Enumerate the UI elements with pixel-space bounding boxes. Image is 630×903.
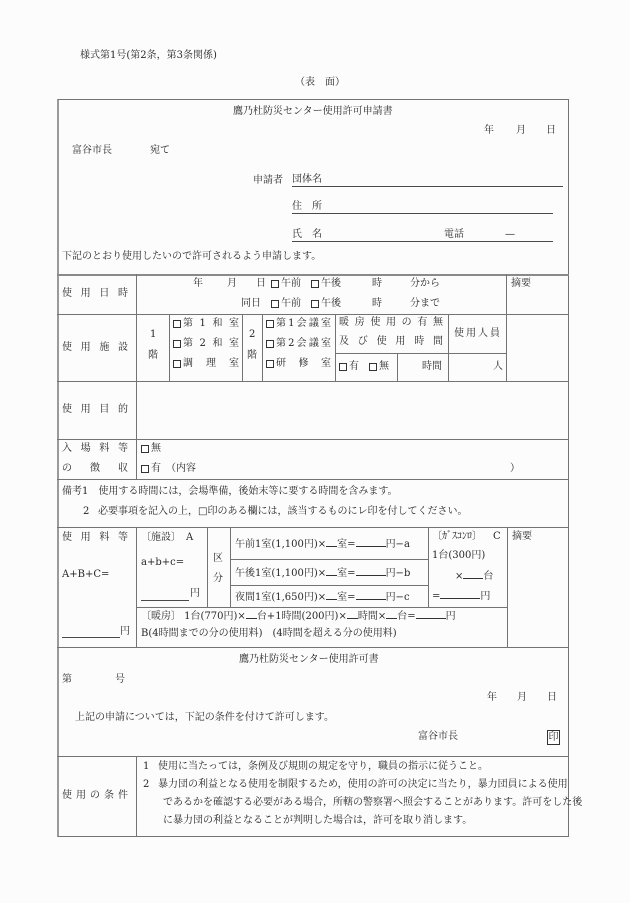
- grid-line: [230, 527, 231, 607]
- heating-fee-p1: 〔暖房〕 1台(770円)×: [141, 611, 246, 622]
- rate-row-night: [235, 590, 410, 604]
- note-2: 必要事項を記入の上，□印のある欄には，該当するものにレ印を付してください。: [98, 506, 468, 517]
- checkbox-start-am[interactable]: [271, 280, 279, 288]
- admission-label-line1: 入場料等: [62, 443, 128, 454]
- end-minute-label: 分まで: [410, 298, 440, 309]
- heating-header-line1: 暖房使用の有無: [339, 317, 443, 328]
- rooms-blank[interactable]: [326, 537, 337, 547]
- gas-total-unit: 円: [480, 591, 491, 602]
- grid-line: [230, 559, 428, 560]
- grid-line: [136, 274, 137, 479]
- start-day-label: 日: [256, 278, 266, 289]
- note-2-number: 2: [83, 506, 90, 517]
- floor1-number: 1: [150, 329, 157, 340]
- rooms-blank[interactable]: [326, 566, 337, 576]
- name-label: 氏 名: [292, 229, 322, 240]
- amount-blank[interactable]: [356, 590, 386, 600]
- permit-issuer: 富谷市長: [418, 731, 458, 742]
- grid-line: [57, 274, 569, 276]
- group-name-field[interactable]: [292, 186, 563, 187]
- fees-remarks-label: 摘要: [512, 531, 532, 542]
- facility-fee-header: 〔施設〕 A: [141, 532, 194, 543]
- rate-row-morning: [235, 537, 410, 551]
- grid-line: [57, 381, 569, 382]
- rate-suffix: 円−a: [385, 539, 410, 550]
- grid-line: [169, 314, 170, 381]
- usage-datetime-label: 使用日時: [62, 288, 128, 299]
- room-washitsu-1-label: 第1和室: [183, 318, 239, 329]
- checkbox-admission-some[interactable]: [141, 465, 149, 473]
- room-cooking-label: 調理室: [183, 358, 239, 369]
- checkbox-heating-yes[interactable]: [339, 363, 347, 371]
- attendees-label: 使用人員: [454, 328, 500, 339]
- purpose-field[interactable]: [138, 383, 567, 438]
- grid-line: [448, 314, 449, 381]
- checkbox-room-training[interactable]: [266, 360, 274, 368]
- permit-date-year: 年: [487, 692, 497, 703]
- seal-box: 印: [548, 732, 559, 743]
- heating-units-blank[interactable]: [246, 609, 257, 619]
- applicant-label: 申請者: [253, 175, 283, 186]
- rate-prefix: 夜間1室(1,650円)×: [235, 592, 327, 603]
- grid-line: [57, 527, 569, 528]
- datetime-remarks-label: 摘要: [511, 278, 531, 289]
- gas-stove-total: [432, 589, 490, 603]
- gas-stove-qty: [455, 569, 493, 583]
- rate-row-afternoon: [235, 566, 410, 580]
- grid-line: [136, 527, 137, 647]
- grid-line: [262, 314, 263, 381]
- gas-stove-rate: 1台(300円): [432, 550, 486, 561]
- grid-line: [57, 314, 569, 315]
- address-field[interactable]: [292, 213, 553, 214]
- heating-fee-p5: 円: [445, 611, 456, 622]
- rate-prefix: 午後1室(1,100円)×: [235, 568, 327, 579]
- checkbox-end-am[interactable]: [271, 300, 279, 308]
- start-pm-label: 午後: [321, 278, 341, 289]
- fees-remarks-field[interactable]: [508, 545, 568, 646]
- gas-qty-unit: 台: [483, 571, 494, 582]
- application-title: 鷹乃杜防災センター使用許可申請書: [233, 106, 393, 117]
- floor1-suffix: 階: [148, 350, 158, 361]
- admission-some-label: 有 （内容: [151, 463, 196, 474]
- phone-label: 電話: [444, 229, 464, 240]
- checkbox-start-pm[interactable]: [311, 280, 319, 288]
- condition-2-text-line2: であるかを確認する必要がある場合，所轄の警察署へ照会することがあります。許可をした後: [163, 797, 583, 808]
- date-month-label: 月: [516, 125, 526, 136]
- start-hour-label: 時: [372, 278, 382, 289]
- grid-line: [57, 756, 569, 757]
- address-label: 住 所: [292, 201, 322, 212]
- heating-no-label: 無: [379, 361, 389, 372]
- permit-statement: 上記の申請については，下記の条件を付けて許可します。: [75, 712, 334, 723]
- rate-suffix: 円−b: [385, 568, 411, 579]
- heating-amount-blank[interactable]: [416, 609, 446, 619]
- heating-fee-p3: 時間×: [357, 611, 387, 622]
- facilities-label: 使用施設: [62, 342, 128, 353]
- floor2-suffix: 階: [247, 350, 257, 361]
- checkbox-room-washitsu-2[interactable]: [173, 340, 181, 348]
- checkbox-room-cooking[interactable]: [173, 360, 181, 368]
- side-label: （表 面）: [295, 77, 345, 88]
- condition-2-number: 2: [143, 779, 150, 790]
- heating-header-line2: 及び使用時間: [339, 336, 443, 347]
- addressee: 富谷市長: [72, 145, 112, 156]
- group-name-label: 団体名: [292, 174, 322, 185]
- grid-line: [57, 439, 569, 440]
- checkbox-room-washitsu-1[interactable]: [173, 320, 181, 328]
- heating-yes-label: 有: [349, 361, 359, 372]
- date-year-label: 年: [484, 125, 494, 136]
- permit-date-day: 日: [547, 692, 557, 703]
- rate-mid: 室=: [337, 568, 356, 579]
- room-training-label: 研修室: [276, 358, 331, 369]
- rate-mid: 室=: [337, 592, 356, 603]
- fees-total-field[interactable]: [62, 637, 120, 638]
- admission-label-line2: の徴収: [62, 463, 128, 474]
- rate-suffix: 円−c: [385, 592, 410, 603]
- grid-line: [136, 756, 137, 837]
- gas-qty-blank[interactable]: [463, 569, 483, 579]
- attendees-unit: 人: [493, 361, 503, 372]
- rate-prefix: 午前1室(1,100円)×: [235, 539, 327, 550]
- permit-number-prefix: 第: [62, 674, 72, 685]
- conditions-label: 使用の条件: [62, 790, 128, 801]
- fees-total-unit: 円: [120, 626, 130, 637]
- grid-line: [428, 527, 429, 607]
- grid-line: [335, 314, 336, 381]
- heating-fee-note: B(4時間までの分の使用料) (4時間を超える分の使用料): [141, 628, 397, 639]
- heating-hours-blank[interactable]: [347, 609, 358, 619]
- checkbox-admission-none[interactable]: [141, 445, 149, 453]
- permit-number-suffix: 号: [115, 674, 125, 685]
- admission-close-paren: ）: [510, 463, 520, 474]
- condition-1-number: 1: [143, 761, 150, 772]
- rooms-blank[interactable]: [326, 590, 337, 600]
- gas-total-blank[interactable]: [440, 589, 480, 599]
- gas-stove-code: C: [493, 531, 501, 542]
- grid-line: [57, 647, 569, 648]
- checkbox-room-meeting-2[interactable]: [266, 340, 274, 348]
- same-day-label: 同日: [241, 298, 261, 309]
- condition-1-text: 使用に当たっては，条例及び規則の規定を守り，職員の指示に従うこと。: [158, 761, 488, 772]
- purpose-label: 使用目的: [62, 404, 128, 415]
- phone-dash: —: [505, 229, 515, 240]
- start-month-label: 月: [227, 278, 237, 289]
- fees-total-formula: A+B+C=: [62, 569, 110, 580]
- division-label-2: 分: [213, 573, 223, 584]
- gas-stove-header: 〔ｶﾞｽｺﾝﾛ〕: [432, 531, 482, 542]
- permit-date-month: 月: [517, 692, 527, 703]
- checkbox-room-meeting-1[interactable]: [266, 320, 274, 328]
- addressee-suffix: 宛て: [150, 145, 170, 156]
- condition-2-text-line3: に暴力団の利益となることが判明した場合は，許可を取り消します。: [163, 815, 473, 826]
- fees-label: 使用料等: [62, 532, 128, 543]
- gas-total-prefix: =: [432, 591, 441, 602]
- permit-title: 鷹乃杜防災センター使用許可書: [239, 654, 379, 665]
- datetime-remarks-field[interactable]: [507, 292, 568, 380]
- date-day-label: 日: [546, 125, 556, 136]
- facility-fee-unit: 円: [190, 588, 200, 599]
- checkbox-heating-no[interactable]: [369, 363, 377, 371]
- grid-line: [230, 585, 428, 586]
- amount-blank[interactable]: [356, 566, 386, 576]
- note-1: 備考1 使用する時間には，会場準備，後始末等に要する時間を含みます。: [62, 486, 398, 497]
- room-washitsu-2-label: 第2和室: [183, 338, 239, 349]
- heating-units2-blank[interactable]: [386, 609, 397, 619]
- heating-fee-p4: 台=: [397, 611, 416, 622]
- amount-blank[interactable]: [356, 537, 386, 547]
- start-minute-label: 分から: [410, 278, 440, 289]
- end-am-label: 午前: [281, 298, 301, 309]
- heating-fee-p2: 台+1時間(200円)×: [256, 611, 347, 622]
- start-year-label: 年: [193, 278, 203, 289]
- grid-line: [57, 479, 569, 480]
- condition-2-text-line1: 暴力団の利益となる使用を制限するため，使用の許可の決定に当たり，暴力団員による使用: [158, 779, 568, 790]
- admission-none-label: 無: [151, 443, 161, 454]
- room-meeting-2-label: 第2会議室: [276, 338, 331, 349]
- start-am-label: 午前: [281, 278, 301, 289]
- end-hour-label: 時: [372, 298, 382, 309]
- form-number: 様式第1号(第2条，第3条関係): [80, 50, 217, 61]
- facility-fee-field[interactable]: [141, 600, 189, 601]
- end-pm-label: 午後: [321, 298, 341, 309]
- gas-qty-prefix: ×: [455, 571, 464, 582]
- name-phone-field[interactable]: [292, 241, 553, 242]
- grid-line: [335, 353, 506, 354]
- application-statement: 下記のとおり使用したいので許可されるよう申請します。: [62, 251, 322, 262]
- grid-line: [242, 314, 243, 381]
- heating-hours-label: 時間: [422, 361, 442, 372]
- heating-fee-line: [141, 609, 456, 623]
- grid-line: [397, 353, 398, 381]
- checkbox-end-pm[interactable]: [311, 300, 319, 308]
- grid-line: [136, 607, 507, 608]
- room-meeting-1-label: 第1会議室: [276, 318, 331, 329]
- floor2-number: 2: [249, 329, 256, 340]
- division-label-1: 区: [213, 553, 223, 564]
- grid-line: [207, 527, 208, 607]
- rate-mid: 室=: [337, 539, 356, 550]
- facility-fee-formula: a+b+c=: [141, 557, 185, 568]
